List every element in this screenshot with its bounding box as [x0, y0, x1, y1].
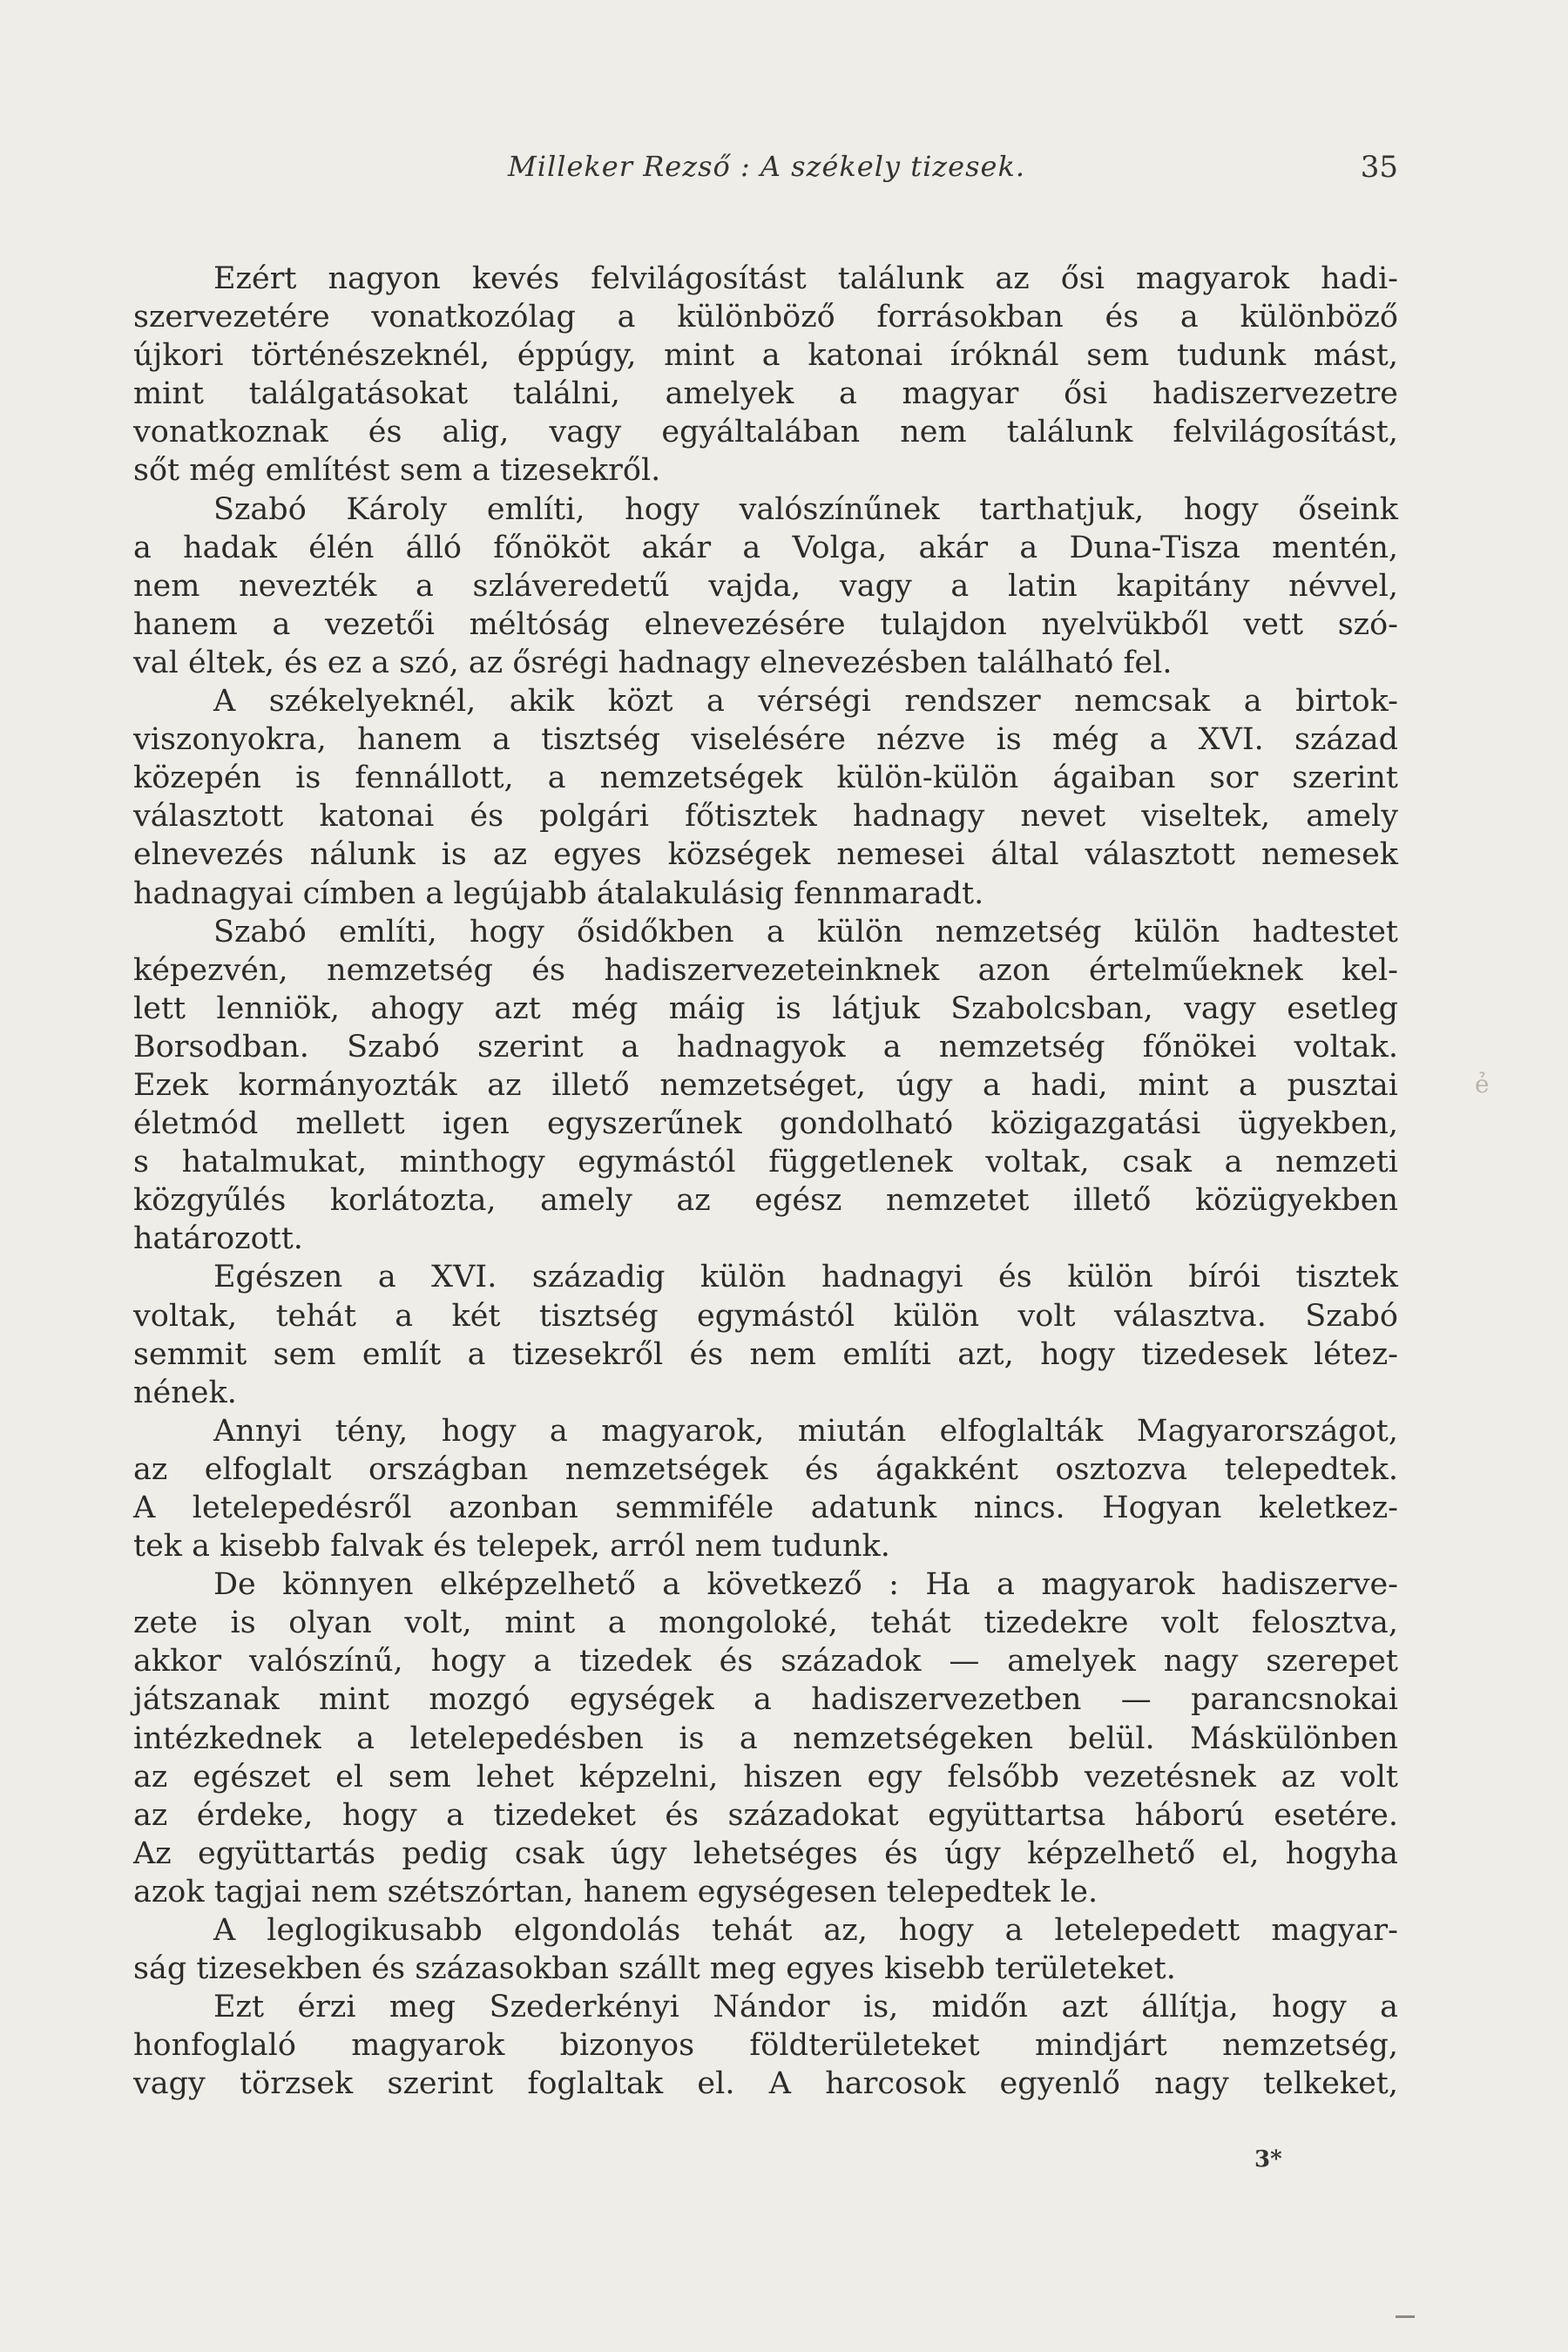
text-line: Szabó Károly említi, hogy valószínűnek tarthatjuk, hogy őseink	[213, 491, 1398, 527]
text-line: akkor valószínű, hogy a tizedek és századok — amelyek nagy szerepet	[133, 1644, 1398, 1680]
text-line: nének.	[133, 1375, 237, 1410]
text-line: az egészet el sem lehet képzelni, hiszen egy felsőbb vezetésnek az volt	[133, 1759, 1398, 1794]
body-text	[133, 260, 1398, 2104]
text-line: nem nevezték a szláveredetű vajda, vagy a latin kapitány névvel,	[133, 568, 1398, 604]
signature-mark: 3*	[1254, 2146, 1282, 2173]
text-line: val éltek, és ez a szó, az ősrégi hadnagy elnevezésben található fel.	[133, 645, 1173, 680]
text-line: A letelepedésről azonban semmiféle adatunk nincs. Hogyan keletkez-	[133, 1490, 1398, 1525]
text-line: Egészen a XVI. századig külön hadnagyi és külön bírói tisztek	[213, 1260, 1398, 1295]
text-line: Ezek kormányozták az illető nemzetséget, úgy a hadi, mint a pusztai	[133, 1067, 1398, 1103]
text-line: elnevezés nálunk is az egyes községek nemesei által választott nemesek	[133, 837, 1398, 873]
text-line: semmit sem említ a tizesekről és nem említi azt, hogy tizedesek létez-	[133, 1336, 1398, 1372]
text-line: tek a kisebb falvak és telepek, arról nem tudunk.	[133, 1529, 890, 1565]
text-line: újkori történészeknél, éppúgy, mint a katonai íróknál sem tudunk mást,	[133, 338, 1398, 374]
text-line: Az együttartás pedig csak úgy lehetséges és úgy képzelhető el, hogyha	[133, 1835, 1398, 1871]
text-line: hanem a vezetői méltóság elnevezésére tulajdon nyelvükből vett szó-	[133, 606, 1398, 642]
text-line: játszanak mint mozgó egységek a hadiszervezetben — parancsnokai	[133, 1682, 1398, 1718]
text-line: A székelyeknél, akik közt a vérségi rendszer nemcsak a birtok-	[213, 684, 1398, 720]
page-header	[135, 150, 1398, 193]
text-line: vonatkoznak és alig, vagy egyáltalában nem találunk felvilágosítást,	[133, 415, 1398, 450]
text-line: voltak, tehát a két tisztség egymástól külön volt választva. Szabó	[133, 1298, 1398, 1334]
page-number: 35	[1360, 150, 1398, 185]
running-title: Milleker Rezső : A székely tizesek.	[507, 150, 1026, 183]
text-line: képezvén, nemzetség és hadiszervezeteinknek azon értelműeknek kel-	[133, 952, 1398, 988]
text-line: Borsodban. Szabó szerint a hadnagyok a nemzetség főnökei voltak.	[133, 1029, 1398, 1064]
text-line: határozott.	[133, 1221, 303, 1257]
text-line: közepén is fennállott, a nemzetségek külön-külön ágaiban sor szerint	[133, 760, 1398, 796]
text-line: s hatalmukat, minthogy egymástól függetlenek voltak, csak a nemzeti	[133, 1145, 1398, 1180]
text-line: azok tagjai nem szétszórtan, hanem egységesen telepedtek le.	[133, 1874, 1098, 1909]
text-line: a hadak élén álló főnököt akár a Volga, akár a Duna-Tisza mentén,	[133, 530, 1398, 565]
margin-dash	[1396, 2315, 1415, 2318]
text-line: hadnagyai címben a legújabb átalakulásig fennmaradt.	[133, 875, 984, 911]
text-line: zete is olyan volt, mint a mongoloké, tehát tizedekre volt felosztva,	[133, 1605, 1398, 1641]
text-line: sőt még említést sem a tizesekről.	[133, 453, 661, 489]
text-line: Ezt érzi meg Szederkényi Nándor is, midőn azt állítja, hogy a	[213, 1990, 1398, 2025]
text-line: Szabó említi, hogy ősidőkben a külön nemzetség külön hadtestet	[213, 914, 1398, 950]
text-line: Ezért nagyon kevés felvilágosítást találunk az ősi magyarok hadi-	[213, 261, 1398, 296]
text-line: az érdeke, hogy a tizedeket és századokat együttartsa háború esetére.	[133, 1797, 1398, 1833]
text-line: mint találgatásokat találni, amelyek a magyar ősi hadiszervezetre	[133, 376, 1398, 412]
text-line: választott katonai és polgári főtisztek hadnagy nevet viseltek, amely	[133, 799, 1398, 835]
text-line: életmód mellett igen egyszerűnek gondolható közigazgatási ügyekben,	[133, 1106, 1398, 1142]
text-line: ság tizesekben és százasokban szállt meg egyes kisebb területeket.	[133, 1951, 1176, 1987]
text-line: viszonyokra, hanem a tisztség viselésére nézve is még a XVI. század	[133, 722, 1398, 758]
text-line: honfoglaló magyarok bizonyos földterületeket mindjárt nemzetség,	[133, 2028, 1398, 2064]
text-line: szervezetére vonatkozólag a különböző forrásokban és a különböző	[133, 300, 1398, 335]
text-line: közgyűlés korlátozta, amely az egész nemzetet illető közügyekben	[133, 1183, 1398, 1219]
margin-mark: ẻ	[1475, 1070, 1490, 1098]
text-line: Annyi tény, hogy a magyarok, miután elfoglalták Magyarországot,	[213, 1413, 1398, 1449]
text-line: A leglogikusabb elgondolás tehát az, hogy a letelepedett magyar-	[213, 1913, 1398, 1949]
text-line: intézkednek a letelepedésben is a nemzetségeken belül. Máskülönben	[133, 1720, 1398, 1756]
text-line: az elfoglalt országban nemzetségek és ágakként osztozva telepedtek.	[133, 1451, 1398, 1487]
text-line: lett lenniök, ahogy azt még máig is látjuk Szabolcsban, vagy esetleg	[133, 990, 1398, 1026]
text-line: De könnyen elképzelhető a következő : Ha a magyarok hadiszerve-	[213, 1567, 1398, 1603]
text-line: vagy törzsek szerint foglaltak el. A harcosok egyenlő nagy telkeket,	[133, 2066, 1398, 2102]
